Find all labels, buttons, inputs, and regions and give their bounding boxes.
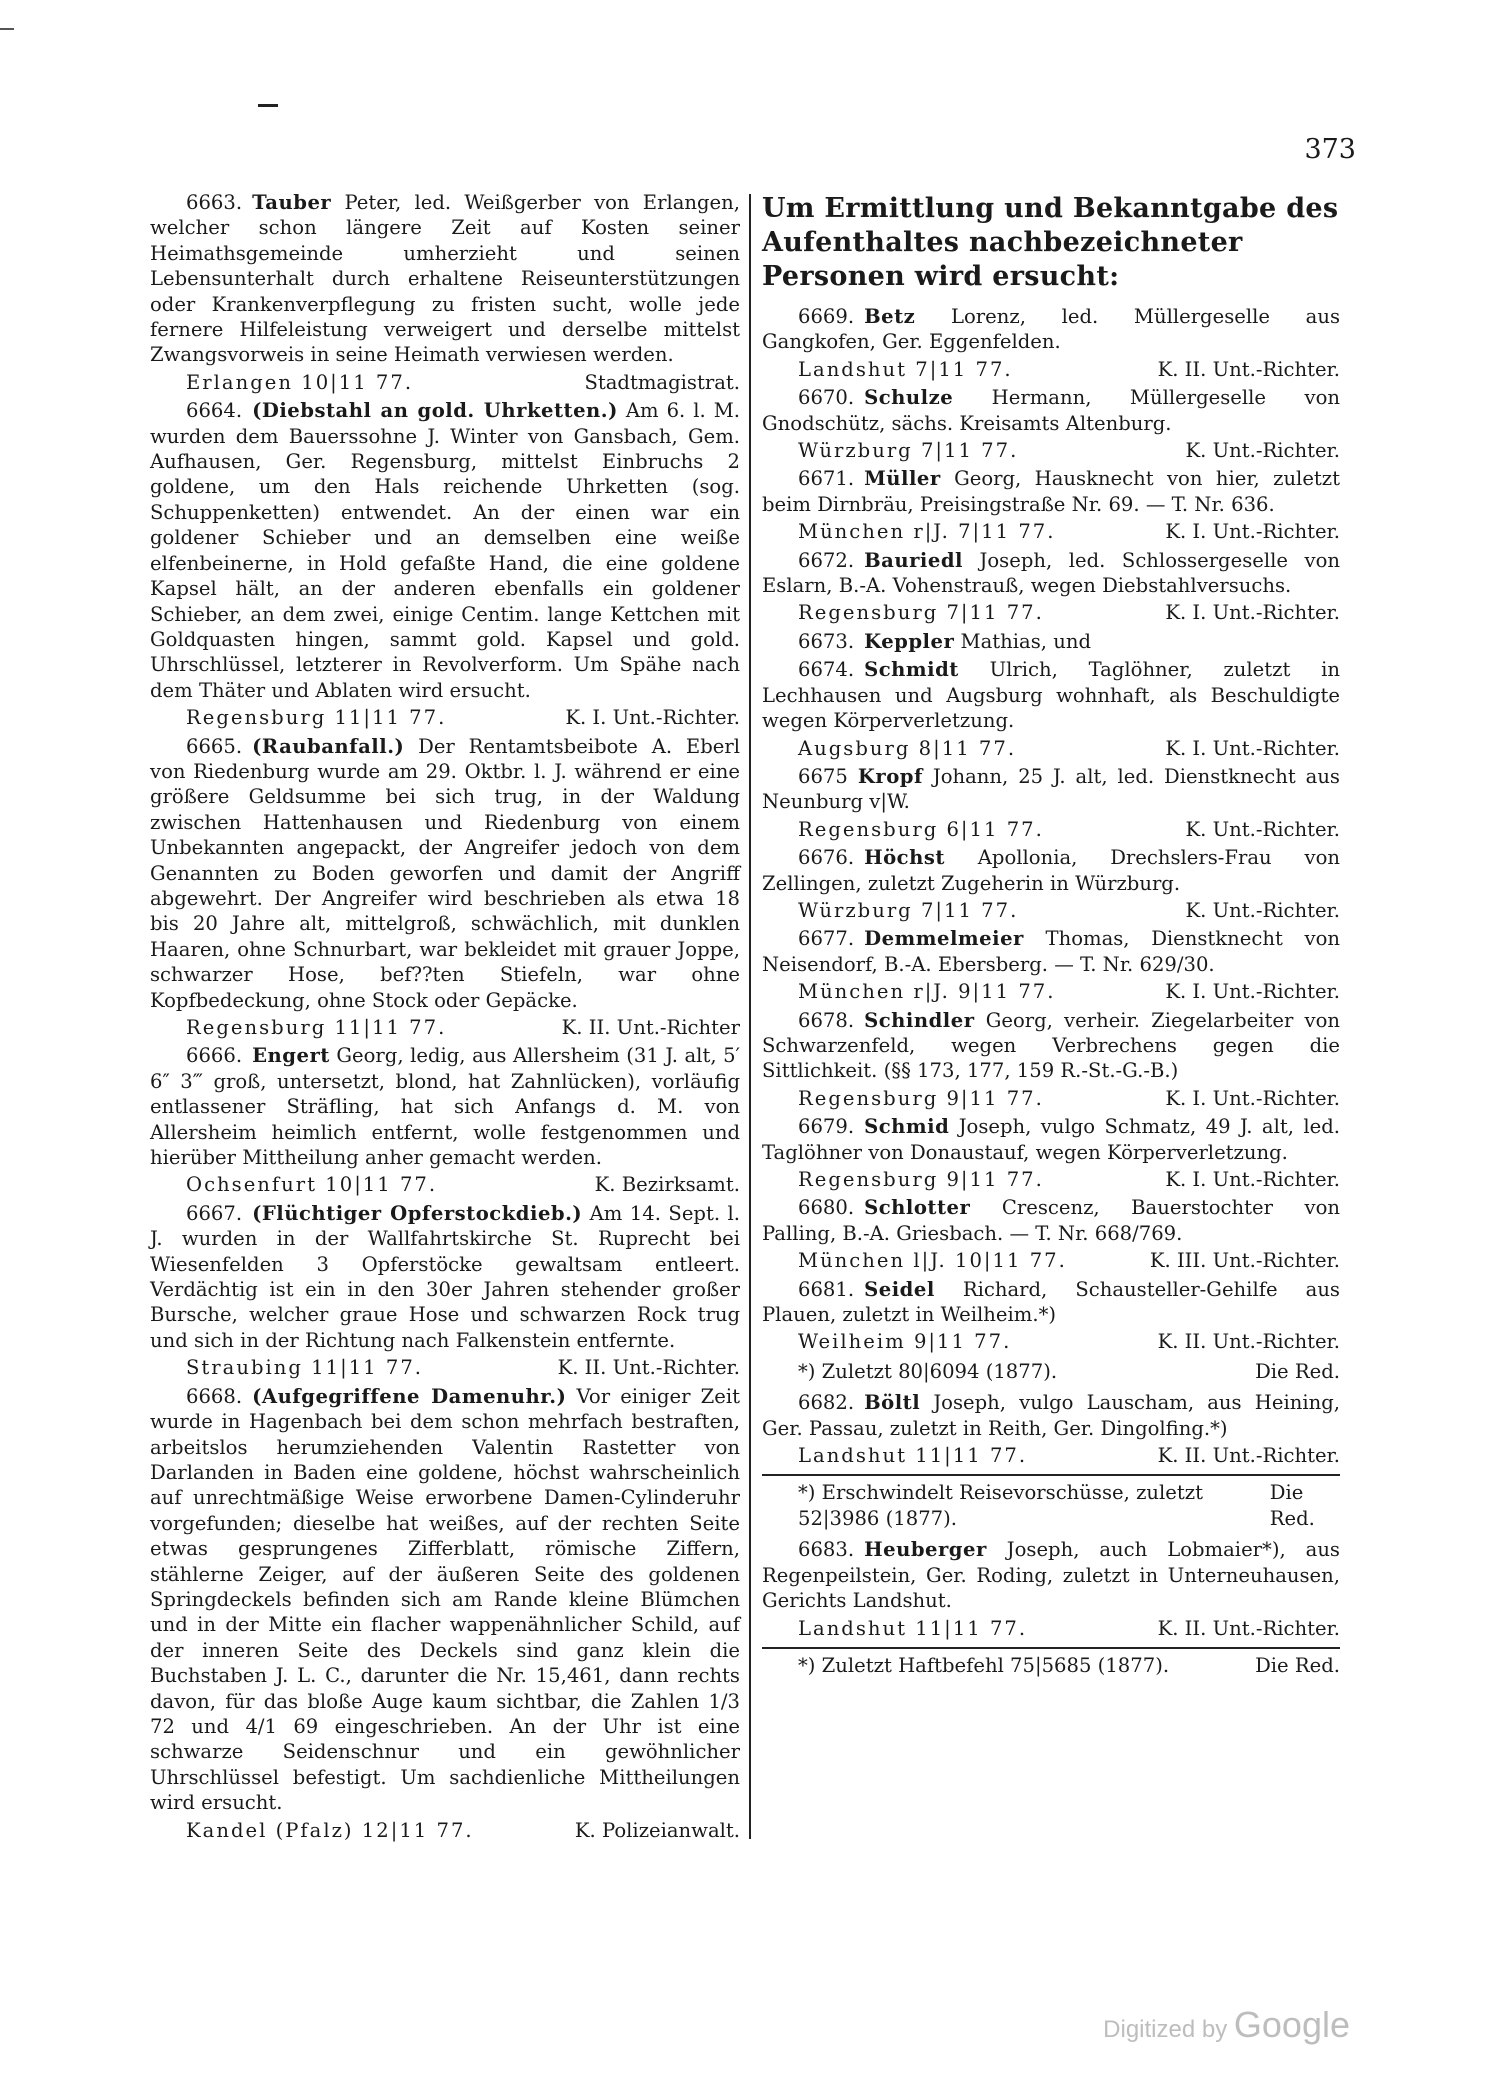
entry-authority: K. II. Unt.-Richter. <box>1157 357 1340 381</box>
entry-authority: K. Unt.-Richter. <box>1185 817 1340 841</box>
notice-text <box>762 764 1340 815</box>
notice-text <box>150 1201 740 1353</box>
entry-number: 6664. <box>186 399 243 423</box>
notice-text <box>762 926 1340 977</box>
entry-description: Mathias, und <box>954 629 1092 653</box>
entry-authority: K. II. Unt.-Richter <box>561 1016 740 1039</box>
entry-authority: K. I. Unt.-Richter. <box>1165 980 1340 1004</box>
notice-text <box>762 548 1340 599</box>
entry-place-date: Augsburg 8|11 77. <box>798 736 1017 760</box>
entry-signature <box>150 1172 740 1197</box>
entry-authority: Stadtmagistrat. <box>584 370 740 394</box>
footnote-text: *) Erschwindelt Reisevorschüsse, zuletzt 52|3986 (1877). <box>798 1481 1203 1530</box>
entry-number: 6676. <box>798 846 855 870</box>
entry-signature <box>762 1086 1340 1111</box>
notice-entry <box>762 1537 1340 1641</box>
entry-signature <box>150 1015 740 1040</box>
notice-text <box>762 1008 1340 1084</box>
entry-name: Kropf <box>857 764 923 788</box>
entry-place-date: Landshut 11|11 77. <box>798 1444 1028 1468</box>
entry-description: Georg, Hausknecht von hier, zuletzt beim Dirnbräu, Preisingstraße Nr. 69. — T. Nr. 636. <box>762 467 1340 516</box>
entry-name: Bauriedl <box>864 548 963 572</box>
entry-authority: K. I. Unt.-Richter. <box>1165 601 1340 625</box>
footnote-text: *) Zuletzt 80|6094 (1877). <box>798 1359 1058 1383</box>
notice-entry <box>150 1384 740 1843</box>
entry-place-date: Würzburg 7|11 77. <box>798 439 1019 463</box>
entry-name: Schlotter <box>864 1196 971 1220</box>
notice-entry <box>762 1114 1340 1192</box>
entry-authority: K. II. Unt.-Richter. <box>1157 1330 1340 1354</box>
entry-signature <box>150 370 740 395</box>
entry-number: 6672. <box>798 548 855 572</box>
entry-name: Höchst <box>864 846 945 870</box>
entry-name: Schmid <box>864 1115 950 1139</box>
entry-authority: K. Unt.-Richter. <box>1185 898 1340 922</box>
entry-authority: K. I. Unt.-Richter. <box>1165 520 1340 544</box>
entry-description: Georg, ledig, aus Allersheim (31 J. alt, 5′ 6″ 3‴ groß, untersetzt, blond, hat Zahnlücken), vorläufig entlassener Sträfling, hat sich Anfangs d. M. von Allersheim heimlich entfernt, wolle festgenommen und hierüber Mittheilung anher gemacht werden. <box>150 1044 740 1170</box>
entry-name: Betz <box>864 305 916 328</box>
entry-number: 6681. <box>798 1277 855 1301</box>
entry-number: 6665. <box>186 734 243 758</box>
entry-authority: K. I. Unt.-Richter. <box>565 706 740 730</box>
entry-name: Heuberger <box>864 1538 987 1562</box>
entry-name: Müller <box>864 467 941 491</box>
footnote-text: *) Zuletzt Haftbefehl 75|5685 (1877). <box>798 1653 1170 1677</box>
notice-entry <box>762 657 1340 761</box>
entry-name: Tauber <box>252 191 332 214</box>
entry-authority: K. III. Unt.-Richter. <box>1149 1249 1340 1273</box>
entry-number: 6675 <box>798 764 848 788</box>
entry-name: Schmidt <box>864 658 959 682</box>
watermark-brand: Google <box>1233 2004 1350 2045</box>
entry-name: (Raubanfall.) <box>252 734 405 758</box>
entry-signature <box>762 600 1340 625</box>
footnote-editor: Die Red. <box>1255 1653 1340 1677</box>
entry-signature <box>762 736 1340 761</box>
entry-signature <box>150 1355 740 1380</box>
entry-name: Seidel <box>864 1277 935 1301</box>
entry-description: Ulrich, Taglöhner, zuletzt in Lechhausen und Augsburg wohnhaft, als Beschuldigte wegen Körperverletzung. <box>762 658 1340 733</box>
entry-description: Lorenz, led. Müllergeselle aus Gangkofen, Ger. Eggenfelden. <box>762 305 1340 354</box>
notice-text <box>762 1390 1340 1441</box>
entry-authority: K. II. Unt.-Richter. <box>1157 1444 1340 1468</box>
notice-entry <box>150 734 740 1041</box>
notice-text <box>150 398 740 703</box>
scan-edge-mark <box>0 28 14 30</box>
entry-number: 6663. <box>186 191 243 214</box>
entry-number: 6680. <box>798 1196 855 1220</box>
entry-place-date: Regensburg 6|11 77. <box>798 817 1044 841</box>
right-column <box>762 190 1340 1684</box>
entry-description: Richard, Schausteller-Gehilfe aus Plauen, zuletzt in Weilheim.*) <box>762 1277 1340 1327</box>
entry-name: Keppler <box>864 629 955 653</box>
entry-place-date: Regensburg 7|11 77. <box>798 601 1044 625</box>
notice-entry <box>762 926 1340 1004</box>
notice-entry <box>762 385 1340 463</box>
entry-description: Peter, led. Weißgerber von Erlangen, welcher schon längere Zeit auf Kosten seiner Heimathsgemeinde umherzieht und seinen Lebensunterhalt durch erhaltene Reiseunterstützungen oder Krankenverpflegung zu fristen sucht, wolle jede fernere Hilfeleistung verweigert und derselbe mittelst Zwangsvorweis in seine Heimath verwiesen werden. <box>150 191 740 367</box>
entry-description: Joseph, led. Schlossergeselle von Eslarn, B.-A. Vohenstrauß, wegen Diebstahlversuchs. <box>762 548 1340 598</box>
entry-authority: K. II. Unt.-Richter. <box>1157 1616 1340 1640</box>
entry-number: 6673. <box>798 629 855 653</box>
entry-description: Hermann, Müllergeselle von Gnodschütz, sächs. Kreisamts Altenburg. <box>762 386 1340 435</box>
entry-signature <box>762 1616 1340 1641</box>
entry-number: 6668. <box>186 1384 243 1408</box>
notice-entry <box>762 1277 1340 1355</box>
entry-signature <box>762 438 1340 463</box>
entry-signature <box>762 1443 1340 1468</box>
entry-signature <box>150 1818 740 1843</box>
entry-description: Georg, verheir. Ziegelarbeiter von Schwarzenfeld, wegen Verbrechens gegen die Sittlichkeit. (§§ 173, 177, 159 R.-St.-G.-B.) <box>762 1008 1340 1083</box>
notice-entry <box>762 1390 1340 1468</box>
entry-description: Apollonia, Drechslers-Frau von Zellingen, zuletzt Zugeherin in Würzburg. <box>762 846 1340 895</box>
entry-name: (Flüchtiger Opferstockdieb.) <box>252 1201 583 1225</box>
entry-number: 6671. <box>798 467 855 491</box>
footnote-editor: Die Red. <box>1255 1359 1340 1383</box>
notice-text <box>762 1114 1340 1165</box>
entry-number: 6677. <box>798 927 855 951</box>
page-number: 373 <box>1304 134 1356 165</box>
left-column <box>150 190 740 1846</box>
entry-description: Vor einiger Zeit wurde in Hagenbach bei dem schon mehrfach bestraften, arbeitslos herumziehenden Valentin Rastetter von Darlanden in Baden eine goldene, höchst wahrscheinlich auf unrechtmäßige Weise erworbene Damen-Cylinderuhr vorgefunden; dieselbe hat weißes, auf der rechten Seite etwas gesprungenes Zifferblatt, römische Ziffern, stählerne Zeiger, auf der äußeren Seite des goldenen Springdeckels befinden sich am Rande kleine Blümchen und in der Mitte ein flacher wappenähnlicher Schild, auf der inneren Seite des Deckels sind ganz klein die Buchstaben J. L. C., darunter die Nr. 15,461, dann rechts davon, für das bloße Auge kaum sichtbar, die Zahlen 1/3 72 und 4/1 69 eingeschrieben. An der Uhr ist eine schwarze Seidenschnur und ein gewöhnlicher Uhrschlüssel befestigt. Um sachdienliche Mittheilungen wird ersucht. <box>150 1384 740 1815</box>
entry-number: 6674. <box>798 658 855 682</box>
entry-number: 6667. <box>186 1201 243 1225</box>
footnote-editor: Die Red. <box>1269 1481 1315 1530</box>
entry-signature <box>762 357 1340 382</box>
digitized-watermark <box>1103 2004 1350 2046</box>
entry-number: 6669. <box>798 305 855 328</box>
entry-name: Schindler <box>864 1008 975 1032</box>
notice-text <box>150 734 740 1013</box>
footnote <box>762 1359 1340 1384</box>
entry-authority: K. I. Unt.-Richter. <box>1165 1168 1340 1191</box>
entry-place-date: Regensburg 9|11 77. <box>798 1086 1044 1110</box>
entry-name: Böltl <box>864 1391 921 1415</box>
notice-text <box>150 190 740 368</box>
notice-text <box>762 629 1340 654</box>
entry-number: 6682. <box>798 1391 855 1415</box>
notice-text <box>762 1195 1340 1246</box>
footnote <box>762 1653 1340 1678</box>
entry-description: Johann, 25 J. alt, led. Dienstknecht aus Neunburg v|W. <box>762 764 1340 814</box>
watermark-prefix: Digitized by <box>1103 2016 1234 2043</box>
entry-place-date: Regensburg 11|11 77. <box>186 706 447 730</box>
entry-description: Joseph, auch Lobmaier*), aus Regenpeilstein, Ger. Roding, zuletzt in Unterneuhausen, Gerichts Landshut. <box>762 1538 1340 1613</box>
entry-description: Am 14. Sept. l. J. wurden in der Wallfahrtskirche St. Ruprecht bei Wiesenfelden 3 Opferstöcke gewaltsam entleert. Verdächtig ist ein in den 30er Jahren stehender großer Bursche, welcher graue Hose und schwarzen Rock trug und sich in der Richtung nach Falkenstein entfernte. <box>150 1201 740 1352</box>
entry-place-date: Landshut 7|11 77. <box>798 357 1013 381</box>
entry-signature <box>762 519 1340 544</box>
entry-authority: K. I. Unt.-Richter. <box>1165 736 1340 760</box>
entry-description: Am 6. l. M. wurden dem Bauerssohne J. Winter von Gansbach, Gem. Aufhausen, Ger. Regensburg, mittelst Einbruchs 2 goldene, um den Hals reichende Uhrketten (sog. Schuppenketten) entwendet. An der einen war ein goldener Schieber und an demselben eine weiße elfenbeinerne, in Hold gefaßte Hand, die eine goldene Kapsel hält, an der anderen ebenfalls ein goldener Schieber, an dem zwei, einige Centim. lange Kettchen mit Goldquasten hingen, sammt gold. Kapsel und gold. Uhrschlüssel, letzterer in Revolverform. Um Spähe nach dem Thäter und Ablaten wird ersucht. <box>150 399 740 702</box>
notice-entry <box>762 548 1340 626</box>
entry-signature <box>762 898 1340 923</box>
entry-signature <box>762 979 1340 1004</box>
column-divider <box>749 194 751 1839</box>
notice-entry <box>762 764 1340 842</box>
notice-entry <box>150 190 740 395</box>
footnote <box>762 1480 1340 1531</box>
entry-number: 6683. <box>798 1538 855 1562</box>
footnote-rule <box>762 1474 1340 1476</box>
notice-entry <box>762 466 1340 544</box>
entry-place-date: Würzburg 7|11 77. <box>798 898 1019 922</box>
entry-number: 6670. <box>798 386 855 410</box>
notice-text <box>762 1537 1340 1613</box>
entry-signature <box>762 817 1340 842</box>
entry-description: Der Rentamtsbeibote A. Eberl von Riedenburg wurde am 29. Oktbr. l. J. während er eine größere Geldsumme bei sich trug, in der Waldung zwischen Hattenhausen und Riedenburg von einem Unbekannten angepackt, der Angreifer jedoch von dem Genannten zu Boden geworfen und damit der Angriff abgewehrt. Der Angreifer wird beschrieben als etwa 18 bis 20 Jahre alt, mittelgroß, schwächlich, mit dunklen Haaren, ohne Schnurbart, war bekleidet mit grauer Joppe, schwarzer Hose, bef??ten Stiefeln, war ohne Kopfbedeckung, ohne Stock oder Gepäcke. <box>150 734 740 1012</box>
notice-entry <box>762 1195 1340 1273</box>
entry-place-date: München r|J. 7|11 77. <box>798 520 1056 544</box>
entry-number: 6666. <box>186 1044 243 1068</box>
entry-place-date: Regensburg 11|11 77. <box>186 1016 447 1039</box>
entry-description: Joseph, vulgo Schmatz, 49 J. alt, led. Taglöhner von Donaustauf, wegen Körperverletzung. <box>762 1115 1340 1164</box>
entry-place-date: Regensburg 9|11 77. <box>798 1168 1044 1191</box>
entry-name: Engert <box>252 1044 330 1068</box>
entry-description: Thomas, Dienstknecht von Neisendorf, B.-A. Ebersberg. — T. Nr. 629/30. <box>762 927 1340 976</box>
notice-entry <box>150 1043 740 1197</box>
entry-signature <box>762 1167 1340 1192</box>
notice-text <box>150 1384 740 1816</box>
top-dash <box>258 104 278 107</box>
notice-entry <box>762 845 1340 923</box>
notice-text <box>762 466 1340 517</box>
notice-entry <box>762 304 1340 382</box>
entry-signature <box>150 705 740 730</box>
entry-place-date: Erlangen 10|11 77. <box>186 370 414 394</box>
notice-text <box>762 657 1340 733</box>
entry-number: 6679. <box>798 1115 855 1139</box>
entry-place-date: Kandel (Pfalz) 12|11 77. <box>186 1818 474 1842</box>
notice-entry <box>150 398 740 730</box>
entry-place-date: Landshut 11|11 77. <box>798 1616 1028 1640</box>
entry-name: Schulze <box>864 386 954 410</box>
entry-number: 6678. <box>798 1008 855 1032</box>
notice-text <box>762 1277 1340 1328</box>
notice-entry <box>150 1201 740 1381</box>
notice-entry <box>762 629 1340 654</box>
entry-name: (Aufgegriffene Damenuhr.) <box>252 1384 567 1408</box>
notice-text <box>150 1043 740 1170</box>
entry-place-date: Weilheim 9|11 77. <box>798 1330 1012 1354</box>
entry-authority: K. Polizeianwalt. <box>574 1818 740 1842</box>
entry-authority: K. Unt.-Richter. <box>1185 439 1340 463</box>
notice-text <box>762 385 1340 436</box>
entry-place-date: Straubing 11|11 77. <box>186 1356 424 1380</box>
entry-place-date: Ochsenfurt 10|11 77. <box>186 1173 438 1197</box>
entry-description: Crescenz, Bauerstochter von Palling, B.-A. Griesbach. — T. Nr. 668/769. <box>762 1196 1340 1245</box>
entry-authority: K. Bezirksamt. <box>594 1173 740 1197</box>
entry-authority: K. II. Unt.-Richter. <box>557 1356 740 1380</box>
entry-signature <box>762 1248 1340 1273</box>
entry-place-date: München l|J. 10|11 77. <box>798 1249 1067 1273</box>
right-entries <box>762 304 1340 1678</box>
notice-entry <box>762 1008 1340 1112</box>
entry-signature <box>762 1329 1340 1354</box>
section-heading: Um Ermittlung und Bekanntgabe des Aufenthaltes nachbezeichneter Personen wird ersucht: <box>762 193 1339 292</box>
entry-name: Demmelmeier <box>864 927 1024 951</box>
entry-authority: K. I. Unt.-Richter. <box>1165 1086 1340 1110</box>
entry-place-date: München r|J. 9|11 77. <box>798 980 1056 1004</box>
notice-text <box>762 845 1340 896</box>
notice-text <box>762 304 1340 355</box>
entry-description: Joseph, vulgo Lauscham, aus Heining, Ger. Passau, zuletzt in Reith, Ger. Dingolfing.*) <box>762 1391 1340 1440</box>
footnote-rule <box>762 1647 1340 1649</box>
entry-name: (Diebstahl an gold. Uhrketten.) <box>252 399 618 423</box>
